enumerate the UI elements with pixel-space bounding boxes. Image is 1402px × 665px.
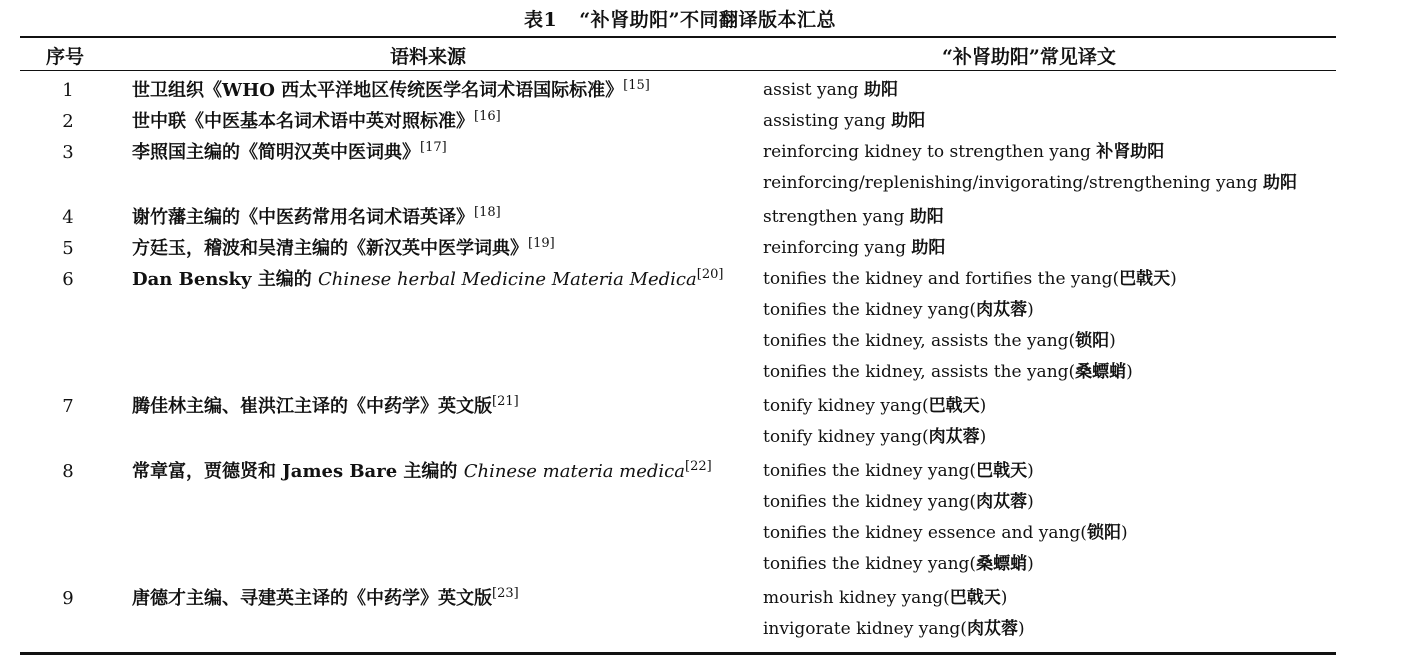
translation-line (763, 137, 1336, 168)
row-translations (744, 391, 1336, 453)
reference-citation: [20] (696, 267, 724, 282)
row-translations (744, 264, 1336, 388)
source-title-italic: Chinese herbal Medicine Materia Medica (317, 269, 697, 290)
row-source (116, 264, 744, 388)
closing-paren: ) (979, 396, 987, 416)
translation-table (20, 36, 1336, 655)
translation-chinese: 桑螵蛸 (1075, 362, 1127, 382)
translation-english: invigorate kidney yang( (763, 619, 967, 639)
translation-english: tonifies the kidney and fortifies the yang( (763, 269, 1120, 289)
translation-chinese: 巴戟天 (928, 396, 980, 416)
table-row (20, 391, 1336, 453)
row-number: 8 (62, 461, 74, 482)
table-row (20, 75, 1336, 106)
row-source (116, 137, 744, 199)
translation-chinese: 助阳 (911, 238, 946, 258)
row-number: 5 (62, 238, 74, 259)
row-translations (744, 75, 1336, 106)
table-row (20, 106, 1336, 137)
translation-line (763, 168, 1336, 199)
closing-paren: ) (1120, 523, 1128, 543)
row-spacer (20, 645, 1336, 648)
translation-english: tonifies the kidney yang( (763, 300, 977, 320)
row-source (116, 391, 744, 453)
translation-english: mourish kidney yang( (763, 588, 950, 608)
closing-paren: ) (1027, 300, 1034, 320)
translation-line (763, 264, 1336, 295)
row-source (116, 106, 744, 137)
translation-chinese: 助阳 (891, 111, 926, 131)
closing-paren: ) (1017, 619, 1025, 639)
translation-chinese: 肉苁蓉 (966, 619, 1018, 639)
source-text: 方廷玉，稽波和吴清主编的《新汉英中医学词典》 (132, 238, 528, 259)
source-text: 世中联《中医基本名词术语中英对照标准》 (132, 111, 474, 132)
row-source (116, 202, 744, 233)
translation-line (763, 549, 1336, 580)
translation-english: reinforcing yang (763, 238, 906, 258)
row-translations (744, 137, 1336, 199)
header-number: 序号 (46, 46, 85, 68)
reference-citation: [17] (420, 140, 447, 155)
translation-chinese: 锁阳 (1086, 523, 1121, 543)
source-title-italic: Chinese materia medica (463, 461, 685, 482)
translation-english: tonify kidney yang( (763, 396, 929, 416)
table-row (20, 233, 1336, 264)
table-row (20, 583, 1336, 645)
table-row (20, 202, 1336, 233)
translation-chinese: 巴戟天 (1119, 269, 1171, 289)
source-text: 世卫组织《WHO 西太平洋地区传统医学名词术语国际标准》 (132, 80, 624, 101)
row-source (116, 75, 744, 106)
translation-line (763, 614, 1336, 645)
table-header (20, 38, 1336, 71)
row-number: 2 (62, 111, 74, 132)
translation-chinese: 锁阳 (1075, 331, 1110, 351)
source-text: Dan Bensky 主编的 (132, 269, 318, 290)
table-title: “补肾助阳”不同翻译版本汇总 (579, 9, 837, 31)
translation-english: reinforcing kidney to strengthen yang (763, 142, 1091, 162)
translation-english: tonify kidney yang( (763, 427, 929, 447)
translation-english: tonifies the kidney yang( (763, 492, 977, 512)
translation-chinese: 肉苁蓉 (976, 300, 1028, 320)
source-text: 唐德才主编、寻建英主译的《中药学》英文版 (132, 588, 492, 609)
translation-chinese: 肉苁蓉 (976, 492, 1028, 512)
row-number: 4 (62, 207, 74, 228)
translation-english: assist yang (763, 80, 859, 100)
translation-line (763, 295, 1336, 326)
translation-line (763, 583, 1336, 614)
source-text: 李照国主编的《简明汉英中医词典》 (132, 142, 420, 163)
translation-chinese: 补肾助阳 (1096, 142, 1165, 162)
translation-line (763, 487, 1336, 518)
source-text: 腾佳林主编、崔洪江主译的《中药学》英文版 (132, 396, 492, 417)
table-row (20, 137, 1336, 199)
translation-english: strengthen yang (763, 207, 905, 227)
row-translations (744, 583, 1336, 645)
translation-line (763, 456, 1336, 487)
translation-chinese: 助阳 (1263, 173, 1298, 193)
closing-paren: ) (1027, 461, 1034, 481)
header-source: 语料来源 (390, 46, 467, 68)
translation-english: tonifies the kidney yang( (763, 461, 977, 481)
closing-paren: ) (1000, 588, 1008, 608)
table-body (20, 71, 1336, 652)
source-text: 谢竹藩主编的《中医药常用名词术语英译》 (132, 207, 474, 228)
closing-paren: ) (1027, 492, 1034, 512)
reference-citation: [16] (474, 109, 501, 124)
translation-chinese: 巴戟天 (949, 588, 1001, 608)
translation-line (763, 357, 1336, 388)
translation-chinese: 助阳 (863, 80, 898, 100)
reference-citation: [22] (685, 459, 712, 474)
row-number: 1 (62, 80, 74, 101)
translation-english: tonifies the kidney, assists the yang( (763, 331, 1076, 351)
translation-line (763, 326, 1336, 357)
translation-chinese: 肉苁蓉 (928, 427, 980, 447)
reference-citation: [18] (474, 205, 501, 220)
reference-citation: [19] (528, 236, 555, 251)
table-row (20, 456, 1336, 580)
translation-english: reinforcing/replenishing/invigorating/strengthening yang (763, 173, 1258, 193)
row-number: 7 (62, 396, 74, 417)
closing-paren: ) (979, 427, 987, 447)
row-source (116, 233, 744, 264)
reference-citation: [21] (492, 394, 519, 409)
translation-line (763, 233, 1336, 264)
reference-citation: [15] (623, 78, 650, 93)
row-translations (744, 456, 1336, 580)
row-number: 3 (62, 142, 74, 163)
translation-english: assisting yang (763, 111, 886, 131)
translation-line (763, 391, 1336, 422)
translation-line (763, 422, 1336, 453)
table-number: 表1 (523, 9, 558, 31)
closing-paren: ) (1109, 331, 1116, 351)
source-text: 常章富，贾德贤和 James Bare 主编的 (132, 461, 464, 482)
reference-citation: [23] (492, 586, 519, 601)
row-number: 6 (62, 269, 74, 290)
table-row (20, 264, 1336, 388)
translation-line (763, 518, 1336, 549)
translation-chinese: 助阳 (909, 207, 944, 227)
closing-paren: ) (1170, 269, 1177, 289)
closing-paren: ) (1027, 554, 1034, 574)
row-translations (744, 106, 1336, 137)
closing-paren: ) (1126, 362, 1133, 382)
row-translations (744, 233, 1336, 264)
translation-chinese: 桑螵蛸 (976, 554, 1028, 574)
row-source (116, 583, 744, 645)
header-translation: “补肾助阳”常见译文 (942, 46, 1116, 68)
row-translations (744, 202, 1336, 233)
translation-english: tonifies the kidney yang( (763, 554, 977, 574)
translation-english: tonifies the kidney essence and yang( (763, 523, 1087, 543)
row-source (116, 456, 744, 580)
translation-line (763, 75, 1336, 106)
table-caption (0, 5, 1360, 32)
translation-chinese: 巴戟天 (976, 461, 1028, 481)
translation-line (763, 202, 1336, 233)
row-number: 9 (62, 588, 74, 609)
translation-english: tonifies the kidney, assists the yang( (763, 362, 1076, 382)
translation-line (763, 106, 1336, 137)
